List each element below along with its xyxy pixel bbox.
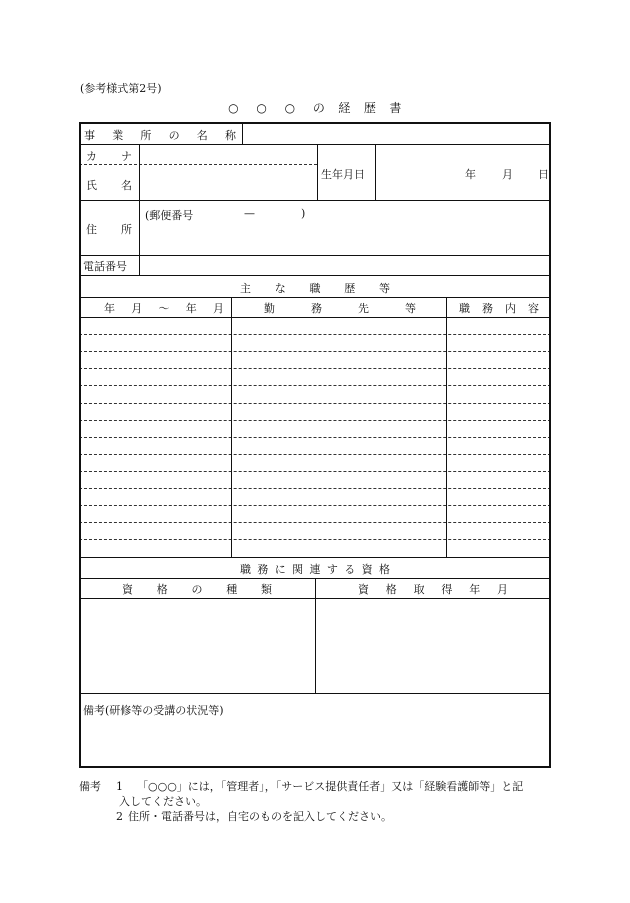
- name-field[interactable]: [140, 165, 317, 200]
- birth-day-unit: 日: [538, 168, 549, 181]
- note-1: [79, 779, 524, 794]
- note-1-continued: [79, 794, 207, 809]
- address-field[interactable]: [140, 201, 549, 255]
- kana-label: カ ナ: [86, 150, 132, 163]
- address-label: 住 所: [86, 223, 132, 236]
- birth-month-unit: 月: [502, 168, 513, 181]
- birth-year-unit: 年: [465, 168, 476, 181]
- note-1-number: 1: [116, 780, 123, 793]
- note-1-text: 「○○○」には，「管理者」，「サービス提供責任者」又は「経験看護師等」と記: [137, 780, 524, 793]
- qualification-date-field[interactable]: [316, 599, 549, 693]
- note-2-number: 2: [116, 810, 123, 823]
- note-2-text: 住所・電話番号は，自宅のものを記入してください。: [128, 810, 392, 823]
- note-1-text-2: 入してください。: [119, 795, 207, 808]
- postal-code-dash: —: [244, 207, 255, 220]
- remarks-label: 備考(研修等の受講の状況等): [83, 704, 224, 717]
- career-col-workplace: 勤 務 先 等: [264, 302, 416, 315]
- phone-field[interactable]: [140, 256, 549, 275]
- remarks-field[interactable]: [81, 694, 549, 766]
- career-col-duties: 職 務 内 容: [459, 302, 539, 315]
- phone-label: 電話番号: [83, 260, 127, 273]
- career-col-period: 年 月 〜 年 月: [104, 302, 224, 315]
- notes-label: 備考: [79, 780, 101, 793]
- career-heading: 主 な 職 歴 等: [240, 282, 390, 295]
- notes-section: [79, 779, 524, 824]
- kana-field[interactable]: [140, 145, 317, 164]
- note-2: [79, 809, 392, 824]
- birth-date-label: 生年月日: [321, 168, 365, 181]
- qualifications-heading: 職 務 に 関 連 す る 資 格: [240, 563, 390, 576]
- document-title: ○ ○ ○ の 経 歴 書: [228, 101, 402, 115]
- qualification-type-field[interactable]: [81, 599, 315, 693]
- postal-code-label: (郵便番号: [145, 209, 194, 222]
- qualification-col-date: 資 格 取 得 年 月: [358, 583, 508, 596]
- office-name-label: 事 業 所 の 名 称: [84, 129, 236, 142]
- office-name-field[interactable]: [243, 124, 549, 144]
- name-label: 氏 名: [86, 179, 132, 192]
- postal-code-close: ): [301, 207, 306, 220]
- birth-date-field[interactable]: [376, 145, 549, 200]
- form-reference: (参考様式第2号): [80, 82, 162, 95]
- qualification-col-type: 資 格 の 種 類: [122, 583, 272, 596]
